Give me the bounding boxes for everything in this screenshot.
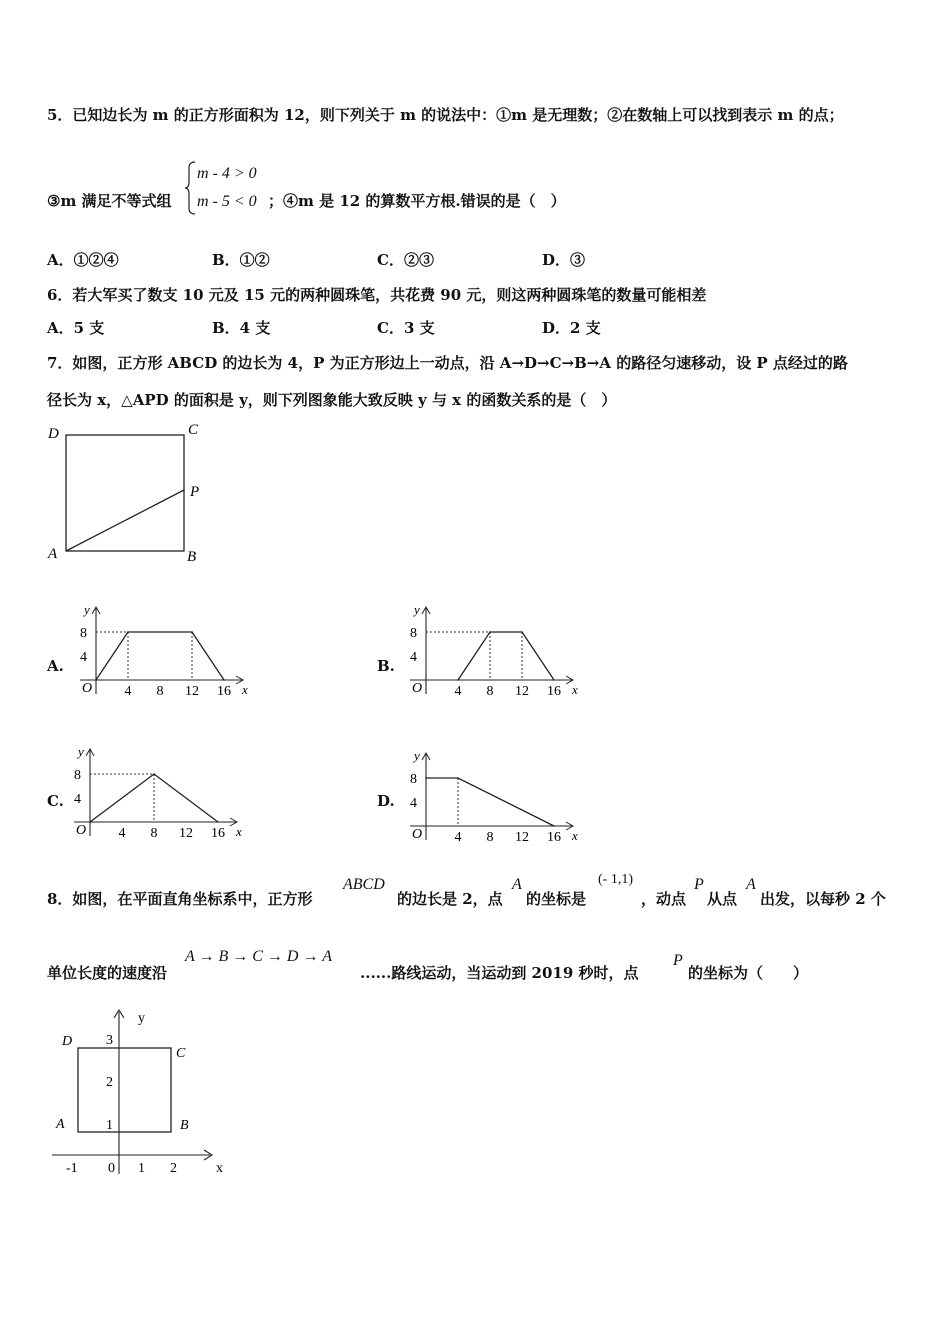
q6-option-b: B．4 支	[212, 319, 271, 337]
ytick-4: 4	[410, 650, 417, 665]
q8-text-1: 8．如图，在平面直角坐标系中，正方形	[47, 890, 313, 908]
xtick-8: 8	[150, 826, 158, 841]
q5-option-a: A．①②④	[47, 251, 119, 269]
q5-option-d: D．③	[542, 251, 586, 269]
ytick-8: 8	[410, 626, 417, 641]
coordinate-figure	[44, 1002, 244, 1187]
q7-line2: 径长为 x，△APD 的面积是 y，则下列图象能大致反映 y 与 x 的函数关系的是（ ）	[47, 391, 617, 409]
xtick-16: 16	[211, 826, 225, 841]
label-c: C	[188, 422, 199, 438]
q8-abcd: ABCD	[343, 876, 385, 893]
q8-line2-a: 单位长度的速度沿	[47, 964, 168, 982]
label-a: A	[48, 546, 58, 562]
graph-b	[402, 600, 602, 700]
q7-option-c-label: C.	[47, 792, 64, 810]
q7-option-d-label: D.	[377, 792, 395, 810]
q8-text-6: 出发，以每秒 2 个	[760, 890, 886, 908]
q8-coord: (- 1,1)	[598, 872, 633, 887]
data-point	[127, 631, 129, 633]
origin-label: O	[412, 827, 423, 842]
data-point	[489, 631, 491, 633]
xtick-8: 8	[486, 684, 494, 699]
q5-suffix: ；④m 是 12 的算数平方根.错误的是（ ）	[268, 192, 566, 210]
ytick-4: 4	[74, 792, 81, 807]
graph-c	[66, 742, 266, 842]
q8-point-p2: P	[673, 952, 683, 969]
graph-line-D	[426, 778, 554, 826]
xtick-12: 12	[185, 684, 199, 699]
ytick-8: 8	[80, 626, 87, 641]
q5-ineq1: m - 4 > 0	[197, 165, 257, 182]
y-axis-label: y	[414, 748, 420, 763]
q6-text: 6．若大军买了数支 10 元及 15 元的两种圆珠笔，共花费 90 元，则这两种圆珠笔的数量可能相差	[47, 286, 707, 304]
ytick-2: 2	[106, 1075, 113, 1090]
q8-point-p: P	[694, 876, 704, 893]
q8-path: A → B → C → D → A	[185, 948, 332, 965]
xtick-4: 4	[124, 684, 132, 699]
q8-line2-c: 的坐标为（ ）	[688, 964, 809, 982]
data-point	[521, 631, 523, 633]
graph-line-B	[458, 632, 554, 680]
q6-option-d: D．2 支	[542, 319, 601, 337]
ytick-8: 8	[74, 768, 81, 783]
origin-label: O	[412, 681, 423, 696]
q7-line1: 7．如图，正方形 ABCD 的边长为 4，P 为正方形边上一动点，沿 A→D→C→B→A 的路径匀速移动，设 P 点经过的路	[47, 354, 848, 372]
xtick-12: 12	[179, 826, 193, 841]
vertex-d: D	[62, 1034, 73, 1049]
xtick-0: 0	[108, 1161, 115, 1176]
q5-prefix: ③m 满足不等式组	[47, 192, 172, 210]
xtick-4: 4	[454, 684, 462, 699]
axis-y-label: y	[138, 1011, 145, 1026]
q6-option-c: C．3 支	[377, 319, 435, 337]
label-p: P	[190, 484, 200, 500]
q8-point-a2: A	[746, 876, 756, 893]
axis-x-label: x	[216, 1161, 223, 1176]
data-point	[223, 679, 225, 681]
data-point	[153, 773, 155, 775]
xtick-16: 16	[547, 830, 561, 845]
data-point	[553, 679, 555, 681]
xtick-8: 8	[156, 684, 164, 699]
origin-label: O	[82, 681, 93, 696]
xtick-16: 16	[547, 684, 561, 699]
q8-line2-b: ......路线运动，当运动到 2019 秒时，点	[360, 964, 639, 982]
q5-ineq2: m - 5 < 0	[197, 193, 257, 210]
q5-line1: 5．已知边长为 m 的正方形面积为 12，则下列关于 m 的说法中：①m 是无理数；②在数轴上可以找到表示 m 的点；	[47, 106, 844, 124]
q7-option-a-label: A.	[47, 657, 64, 675]
xtick-2: 2	[170, 1161, 177, 1176]
data-point	[191, 631, 193, 633]
label-b: B	[187, 549, 197, 565]
data-point	[425, 777, 427, 779]
data-point	[457, 777, 459, 779]
x-axis-label: x	[236, 824, 242, 839]
x-axis-label: x	[572, 828, 578, 843]
q5-option-b: B．①②	[212, 251, 270, 269]
q8-point-a: A	[512, 876, 522, 893]
ytick-4: 4	[80, 650, 87, 665]
x-axis-label: x	[572, 682, 578, 697]
xtick-16: 16	[217, 684, 231, 699]
label-d: D	[48, 426, 59, 442]
vertex-c: C	[176, 1046, 186, 1061]
ytick-8: 8	[410, 772, 417, 787]
q8-text-5: 从点	[707, 890, 738, 908]
data-point	[217, 821, 219, 823]
y-axis-label: y	[84, 602, 90, 617]
x-axis-label: x	[242, 682, 248, 697]
q7-option-b-label: B.	[377, 657, 395, 675]
vertex-a: A	[56, 1117, 65, 1132]
graph-a	[72, 600, 272, 700]
q6-option-a: A．5 支	[47, 319, 105, 337]
xtick-neg1: -1	[66, 1161, 78, 1176]
xtick-1: 1	[138, 1161, 145, 1176]
ytick-3: 3	[106, 1033, 113, 1048]
graph-d	[402, 746, 602, 846]
graph-line-A	[96, 632, 224, 680]
y-axis-label: y	[414, 602, 420, 617]
y-axis-label: y	[78, 744, 84, 759]
xtick-8: 8	[486, 830, 494, 845]
xtick-4: 4	[118, 826, 126, 841]
data-point	[553, 825, 555, 827]
q5-option-c: C．②③	[377, 251, 434, 269]
xtick-4: 4	[454, 830, 462, 845]
origin-label: O	[76, 823, 87, 838]
data-point	[95, 679, 97, 681]
ytick-4: 4	[410, 796, 417, 811]
q8-text-2: 的边长是 2，点	[397, 890, 503, 908]
square-abcd-figure	[40, 418, 220, 568]
vertex-b: B	[180, 1118, 189, 1133]
q8-text-4: ，动点	[641, 890, 687, 908]
data-point	[457, 679, 459, 681]
ytick-1: 1	[106, 1118, 113, 1133]
xtick-12: 12	[515, 684, 529, 699]
xtick-12: 12	[515, 830, 529, 845]
q8-text-3: 的坐标是	[526, 890, 587, 908]
data-point	[89, 821, 91, 823]
